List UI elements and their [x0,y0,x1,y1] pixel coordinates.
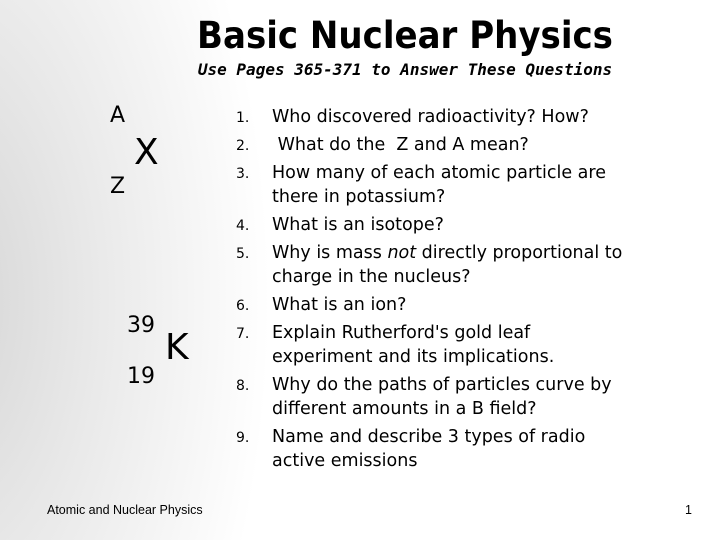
slide-title: Basic Nuclear Physics [197,14,613,57]
question-number: 3. [236,166,250,182]
page-number: 1 [685,503,692,517]
question-text [272,243,628,287]
question-number: 7. [236,326,250,342]
question-text-part: Name and describe 3 types of radio active emissions [272,427,591,471]
question-item [232,241,632,289]
question-text [272,107,589,127]
question-number: 9. [236,430,250,446]
question-text-part: What do the Z and A mean? [272,135,529,155]
question-number: 4. [236,218,250,234]
question-text [272,375,617,419]
emphasis-text: not [387,243,417,263]
mass-number-label: A [110,103,126,128]
potassium-atomic-number: 19 [127,364,155,389]
question-item [232,321,632,369]
question-text [272,215,444,235]
question-item [232,213,632,237]
question-text [272,135,529,155]
potassium-mass-number: 39 [127,313,155,338]
element-symbol-generic: X [134,132,159,173]
question-item [232,105,632,129]
question-item [232,425,632,473]
question-text-part: directly proportional to charge in the nucleus? [272,243,628,287]
question-number: 2. [236,138,250,154]
question-text [272,323,554,367]
question-item [232,373,632,421]
question-text-part: Why do the paths of particles curve by different amounts in a B field? [272,375,618,419]
question-number: 1. [236,110,250,126]
question-text [272,163,612,207]
atomic-number-label: Z [110,174,126,199]
question-text [272,295,406,315]
question-number: 5. [236,246,250,262]
question-text-part: What is an ion? [272,295,407,315]
question-number: 8. [236,378,250,394]
question-text-part: Why is mass [272,243,388,263]
question-item [232,293,632,317]
question-text-part: Explain Rutherford's gold leaf experiment and its implications. [272,323,555,367]
question-text-part: How many of each atomic particle are there in potassium? [272,163,612,207]
question-item [232,133,632,157]
potassium-symbol: K [165,327,189,368]
question-item [232,161,632,209]
question-number: 6. [236,298,250,314]
question-list [232,105,632,477]
question-text-part: What is an isotope? [272,215,444,235]
question-text-part: Who discovered radioactivity? How? [272,107,589,127]
slide-subtitle: Use Pages 365-371 to Answer These Questions [197,60,613,79]
question-text [272,427,591,471]
footer-title: Atomic and Nuclear Physics [47,503,203,517]
